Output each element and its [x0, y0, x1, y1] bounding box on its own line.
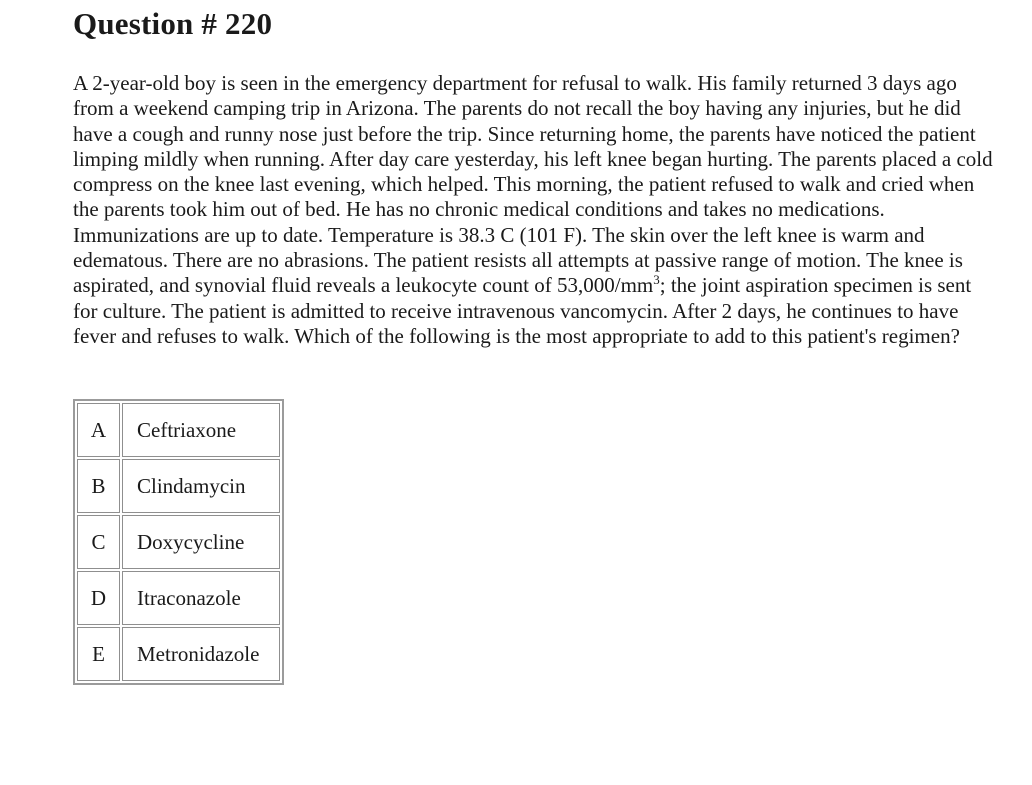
- question-title: Question # 220: [73, 6, 273, 41]
- choice-letter: B: [77, 459, 120, 513]
- stem-text-part2: ; the joint aspiration specimen is sent for culture. The patient is admitted to receive intravenous vancomycin. After 2 days, he continues to have fever and refuses to walk. Which of the following is the most appropriate to add to this patient's regimen?: [73, 273, 972, 348]
- choice-letter: E: [77, 627, 120, 681]
- stem-superscript: 3: [653, 272, 660, 288]
- choice-text: Doxycycline: [122, 515, 280, 569]
- stem-text-part1: A 2-year-old boy is seen in the emergency department for refusal to walk. His family returned 3 days ago from a weekend camping trip in Arizona. The parents do not recall the boy having any injuries, but he did have a cough and runny nose just before the trip. Since returning home, the parents have noticed the patient limping mildly when running. After day care yesterday, his left knee began hurting. The parents placed a cold compress on the knee last evening, which helped. This morning, the patient refused to walk and cried when the parents took him out of bed. He has no chronic medical conditions and takes no medications. Immunizations are up to date. Temperature is 38.3 C (101 F). The skin over the left knee is warm and edematous. There are no abrasions. The patient resists all attempts at passive range of motion. The knee is aspirated, and synovial fluid reveals a leukocyte count of 53,000/mm: [73, 71, 993, 298]
- choice-text: Itraconazole: [122, 571, 280, 625]
- question-stem: [73, 71, 993, 349]
- answer-choice-c[interactable]: [77, 515, 280, 569]
- choice-letter: C: [77, 515, 120, 569]
- choice-letter: D: [77, 571, 120, 625]
- answer-choice-d[interactable]: [77, 571, 280, 625]
- choice-text: Clindamycin: [122, 459, 280, 513]
- answer-choice-e[interactable]: [77, 627, 280, 681]
- answer-choices-table: [73, 399, 284, 685]
- choice-text: Metronidazole: [122, 627, 280, 681]
- choice-text: Ceftriaxone: [122, 403, 280, 457]
- answer-choice-a[interactable]: [77, 403, 280, 457]
- answer-choice-b[interactable]: [77, 459, 280, 513]
- choice-letter: A: [77, 403, 120, 457]
